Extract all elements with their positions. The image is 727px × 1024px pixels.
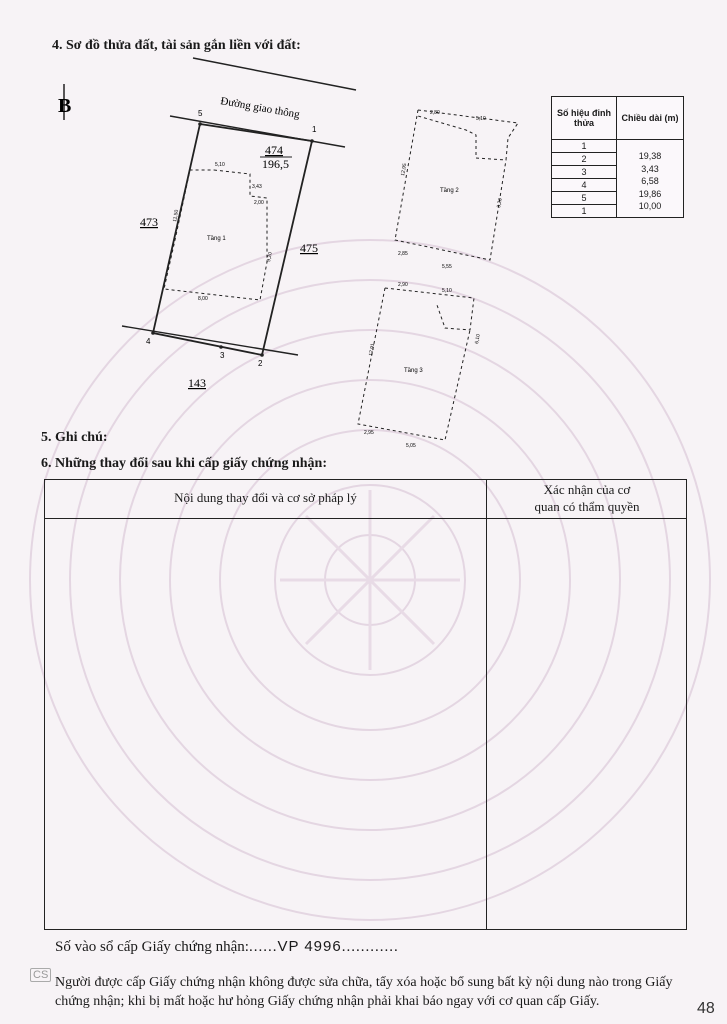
floor3-dim: 2,95 [364, 430, 374, 436]
changes-section-title: 6. Những thay đổi sau khi cấp giấy chứng nhận: [41, 456, 328, 471]
floor2-dim: 5,10 [476, 116, 486, 122]
table-cell-length: 19,38 [638, 151, 662, 162]
neighbor-left-label: 473 [140, 215, 158, 229]
vertex-length-table [551, 96, 684, 218]
floor3-dim: 5,10 [442, 288, 452, 294]
floor1-dim: 9,20 [266, 251, 274, 263]
floor1-dim: 2,00 [254, 200, 264, 206]
registration-number: VP 4996 [277, 938, 342, 955]
floor2-label: Tầng 2 [440, 188, 459, 194]
land-plot-diagram [0, 0, 727, 480]
point-label: 3 [220, 351, 225, 360]
changes-col2-header-line1: Xác nhận của cơ [543, 482, 631, 497]
table-cell-length: 6,58 [641, 176, 659, 187]
table-cell-length: 3,43 [641, 163, 659, 174]
floor3-dim: 6,10 [474, 333, 482, 345]
floor2-dim: 3,20 [496, 197, 504, 209]
point-label: 1 [312, 125, 317, 134]
changes-col2-header-line2: quan có thẩm quyền [534, 499, 640, 514]
point-label: 4 [146, 337, 151, 346]
page-number: 48 [697, 1000, 715, 1017]
changes-col1-header: Nội dung thay đổi và cơ sở pháp lý [174, 490, 357, 505]
floor2-dim: 2,85 [398, 251, 408, 257]
floor3-label: Tầng 3 [404, 368, 423, 374]
table-cell-point: 1 [552, 205, 617, 218]
floor2-dim: 5,55 [442, 264, 452, 270]
neighbor-right-label: 475 [300, 241, 318, 255]
table-cell-point: 4 [552, 179, 617, 192]
table-header-length: Chiều dài (m) [617, 97, 684, 140]
table-cell-point: 5 [552, 192, 617, 205]
notes-section-title: 5. Ghi chú: [41, 430, 108, 445]
point-label: 5 [198, 109, 203, 118]
floor1-label: Tầng 1 [207, 236, 226, 242]
column-divider [486, 480, 487, 929]
diagram-section-title: 4. Sơ đồ thửa đất, tài sản gắn liền với đất: [52, 38, 301, 53]
floor3-dim: 12,91 [368, 342, 377, 357]
watermark-badge: CS [30, 968, 51, 982]
floor1-dim: 5,10 [215, 162, 225, 168]
registration-label: Số vào sổ cấp Giấy chứng nhận: [55, 939, 249, 955]
changes-col2-header [486, 481, 688, 515]
table-cell-lengths [617, 140, 684, 218]
table-cell-point: 1 [552, 140, 617, 153]
floor2-dim: 2,80 [430, 110, 440, 116]
changes-table [44, 479, 687, 930]
parcel-number: 474 [265, 143, 283, 157]
table-cell-point: 2 [552, 153, 617, 166]
north-marker-label: B [58, 95, 72, 117]
floor2-dim: 12,95 [400, 162, 409, 177]
table-cell-length: 19,86 [638, 188, 662, 199]
point-label: 2 [258, 359, 263, 368]
floor1-dim: 11,50 [172, 209, 181, 223]
floor1-dim: 8,00 [198, 296, 208, 302]
road-label: Đường giao thông [219, 95, 301, 121]
floor3-dim: 2,90 [398, 282, 408, 288]
registration-line: Số vào sổ cấp Giấy chứng nhận:......VP 4996............ [55, 938, 399, 955]
table-cell-length: 10,00 [638, 201, 662, 212]
footer-note: Người được cấp Giấy chứng nhận không được sửa chữa, tẩy xóa hoặc bổ sung bất kỳ nội dung nào trong Giấy chứng nhận; khi bị mất hoặc hư hỏng Giấy chứng nhận phải khai báo ngay với cơ quan cấp Giấy. [55, 975, 673, 1009]
table-cell-point: 3 [552, 166, 617, 179]
neighbor-bottom-label: 143 [188, 376, 206, 390]
table-header-vertex: Số hiệu đỉnh thửa [552, 97, 617, 140]
parcel-area: 196,5 [262, 157, 289, 171]
floor3-dim: 5,05 [406, 443, 416, 449]
floor1-dim: 3,43 [252, 184, 262, 190]
